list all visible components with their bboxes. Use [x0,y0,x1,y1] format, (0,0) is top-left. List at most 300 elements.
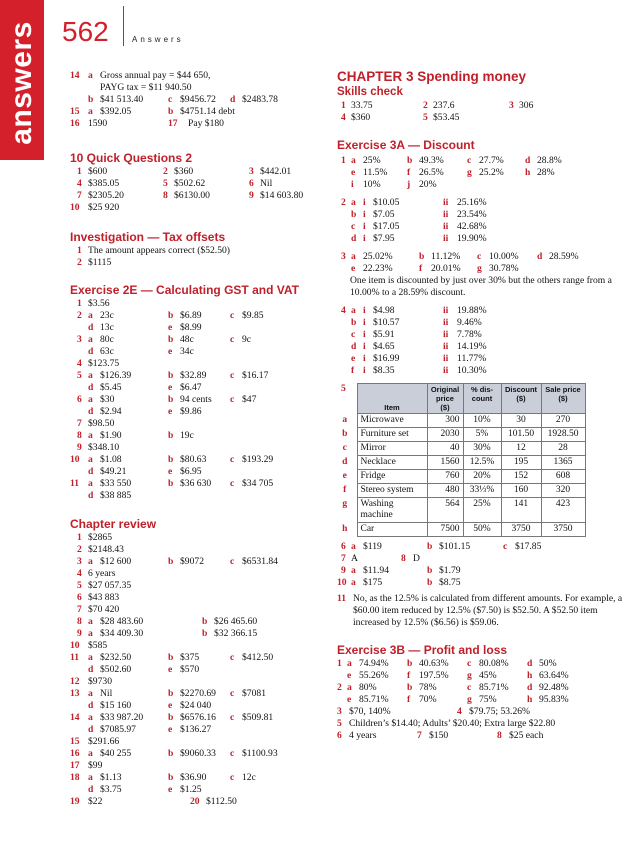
question-label: f [407,670,411,681]
question-label: c [230,712,235,723]
table-row [337,470,585,484]
answer-line [70,748,328,760]
question-label: 4 [77,568,82,579]
question-label: 7 [417,730,422,741]
question-label: c [467,682,472,693]
table-cell: 564 [427,498,463,523]
answer-value: 26.5% [419,167,444,178]
answer-value: $26 465.60 [214,616,258,627]
exercise-2e-heading: Exercise 2E — Calculating GST and VAT [70,283,299,297]
answer-value: 34c [180,346,194,357]
question-label: 16 [70,748,80,759]
question-label: f [419,263,423,274]
answer-line [337,694,632,706]
answer-line [337,112,632,124]
question-label: b [351,317,357,328]
answer-value: $11.94 [363,565,390,576]
answer-line [70,544,328,556]
question-label: h [525,167,531,178]
section-label: Answers [132,35,184,44]
answer-value: $8.35 [373,365,395,376]
question-label: ii [443,353,449,364]
question-label: b [168,772,174,783]
question-label: 7 [77,604,82,615]
answer-value: $4751.14 debt [180,106,235,117]
question-label: 4 [341,305,346,316]
table-cell: 480 [427,484,463,498]
answer-value: $6.89 [180,310,202,321]
answer-value: $193.29 [242,454,274,465]
question-label: b [168,310,174,321]
question-label: e [168,322,173,333]
question-label: 14 [70,712,80,723]
answer-line [337,577,632,589]
answer-value: $4.65 [373,341,395,352]
question-label: b [168,370,174,381]
answer-value: 85.71% [359,694,389,705]
exercise-3a-q6-q10 [337,541,632,589]
answer-line [70,592,328,604]
question-number: 1 [77,245,82,256]
q11-explanation: No, as the 12.5% is calculated from different amounts. For example, a $60.00 item reduced by 12.5% ($7.50) is $52.50. A $52.50 item increased by 12.5% ($6.56) is $59.06. [353,593,623,628]
question-number: 3 [249,166,254,177]
answer-line [70,532,328,544]
question-number: 9 [249,190,254,201]
answer-line [70,796,328,808]
question-label: a [88,652,93,663]
question-label: e [168,724,173,735]
answer-value: $14 603.80 [260,190,304,201]
question-label: 4 [77,358,82,369]
answer-line [337,317,632,329]
question-label: b [168,454,174,465]
question-label: 8 [401,553,406,564]
answer-value: $6576.16 [180,712,216,723]
answer-value: 80c [100,334,114,345]
question-label: 1 [77,532,82,543]
question-label: e [351,353,356,364]
answer-line [70,784,328,796]
answer-value: $4.98 [373,305,395,316]
question-label: d [525,155,531,166]
answer-line [337,730,632,742]
question-label: c [467,155,472,166]
answer-value: $27 057.35 [88,580,132,591]
row-label: e [342,470,347,481]
question-label: d [88,346,94,357]
q3-explanation: One item is discounted by just over 30% but the others range from a 10.00% to a 28.59% discount. [350,275,612,298]
answer-value: 9c [242,334,252,345]
question-label: c [503,541,508,552]
answer-value: 55.26% [359,670,389,681]
answer-value: $38 885 [100,490,132,501]
answer-line [337,553,632,565]
answer-value: $6.47 [180,382,202,393]
answer-value: $34 409.30 [100,628,144,639]
answer-line [337,670,632,682]
question-label: 6 [77,592,82,603]
question-label: b [202,616,208,627]
answer-value: 30.78% [489,263,519,274]
table-cell: Washing machine [357,498,427,523]
question-label: i [363,209,366,220]
question-label: b [202,628,208,639]
answer-line [70,298,328,310]
answer-value: $1.90 [100,430,122,441]
answer-value: 6 years [88,568,116,579]
table-cell: 30 [501,414,541,428]
table-cell: 160 [501,484,541,498]
answer-value: $119 [363,541,382,552]
answer-value: $70, 140% [349,706,391,717]
table-cell: 1928.50 [541,428,585,442]
question-label: d [527,682,533,693]
question-label: 15 [70,736,80,747]
table-cell: Mirror [357,442,427,456]
answer-line [70,190,328,202]
answer-value: 4 years [349,730,377,741]
answer-value: $28 483.60 [100,616,144,627]
chapter-review-answers [70,532,328,808]
question-label: c [230,748,235,759]
answer-value: 94 cents [180,394,212,405]
question-label: d [537,251,543,262]
question-label: d [88,490,94,501]
table-cell: 25% [463,498,501,523]
table-row [337,428,585,442]
answer-value: 42.68% [457,221,487,232]
question-label: ii [443,305,449,316]
question-label: 2 [423,100,428,111]
table-header-row [337,384,585,414]
question-label: a [351,541,356,552]
question-label: f [407,694,411,705]
question-label: 8 [497,730,502,741]
answer-line [337,541,632,553]
question-number: 15 [70,106,80,117]
answer-line [70,82,328,94]
table-row [337,523,585,537]
question-label: e [351,263,356,274]
answer-value: 237.6 [433,100,455,111]
answer-line [70,166,328,178]
answer-line [70,724,328,736]
part-label: a [88,106,93,117]
answer-value: $585 [88,640,108,651]
question-number: 10 [70,202,80,213]
answer-value: $15 160 [100,700,132,711]
answer-line [70,178,328,190]
answer-line [337,155,632,167]
answer-value: 23c [100,310,114,321]
answer-value: 20% [419,179,437,190]
question-label: a [351,305,356,316]
answer-value: $25 each [509,730,544,741]
question-label: a [88,688,93,699]
question-label: b [168,556,174,567]
answer-value: $9456.72 [180,94,216,105]
answer-value: $30 [100,394,115,405]
question-label: a [88,430,93,441]
answer-line [70,334,328,346]
answer-value: 25% [363,155,381,166]
question-label: i [363,197,366,208]
answer-value: $3.75 [100,784,122,795]
question-label: a [351,251,356,262]
question-label: a [88,712,93,723]
question-label: c [230,772,235,783]
answer-value: $9730 [88,676,112,687]
question-label: b [427,565,433,576]
answer-value: $8.99 [180,322,202,333]
question-label: 2 [77,310,82,321]
question-label: a [88,334,93,345]
q5-block [337,383,632,537]
answer-value: $9.85 [242,310,264,321]
question-number: 1 [77,166,82,177]
answer-line [337,365,632,377]
question-label: i [363,317,366,328]
answer-line [337,209,632,221]
question-label: 6 [337,730,342,741]
question-label: b [168,652,174,663]
answer-value: $600 [88,166,108,177]
answer-value: $502.62 [174,178,206,189]
answer-line [337,251,632,263]
question-label: g [467,670,472,681]
answer-line [70,556,328,568]
answer-line [337,305,632,317]
question-label: ii [443,329,449,340]
table-row [337,484,585,498]
question-label: a [351,577,356,588]
table-cell: 12.5% [463,456,501,470]
row-label: d [342,456,348,467]
table-cell: 10% [463,414,501,428]
answer-value: $9060.33 [180,748,216,759]
answer-value: $150 [429,730,449,741]
page-number: 562 [62,16,109,47]
answer-line [70,70,328,82]
answer-text: $1115 [88,257,112,268]
question-number: 7 [77,190,82,201]
exercise-3a-heading: Exercise 3A — Discount [337,138,475,152]
answer-value: $392.05 [100,106,132,117]
header-divider [123,6,124,46]
question-label: 13 [70,688,80,699]
question-label: b [168,394,174,405]
answer-value: $2148.43 [88,544,124,555]
question-label: 3 [509,100,514,111]
question-label: 7 [341,553,346,564]
question-label: b [407,155,413,166]
answer-line [70,568,328,580]
chapter-heading: CHAPTER 3 Spending money [337,69,527,84]
answer-value: $136.27 [180,724,212,735]
answer-value: 11.77% [457,353,487,364]
question-label: a [88,772,93,783]
part-label: b [88,94,94,105]
answer-value: 63c [100,346,114,357]
answer-value: $123.75 [88,358,120,369]
answer-line [337,263,632,275]
answer-value: 7.78% [457,329,482,340]
question-label: 9 [341,565,346,576]
answer-value: A [351,553,358,564]
question-number: 5 [163,178,168,189]
answer-value: $509.81 [242,712,274,723]
answer-value: $2483.78 [242,94,278,105]
answer-value: $10.57 [373,317,400,328]
answer-line [70,676,328,688]
answer-value: $2270.69 [180,688,216,699]
table-cell: 608 [541,470,585,484]
table-cell: 101.50 [501,428,541,442]
question-label: 8 [77,430,82,441]
question-label: h [527,670,533,681]
quick-questions-list [70,166,328,214]
question-label: b [168,748,174,759]
col-discount: Discount ($) [501,384,541,414]
row-label: a [342,414,348,425]
answers-sidebar-tab [0,0,44,160]
answer-value: $2865 [88,532,112,543]
table-cell: Necklace [357,456,427,470]
table-cell: 20% [463,470,501,484]
question-label: e [168,346,173,357]
answer-line [337,100,632,112]
question-label: e [168,664,173,675]
quick-questions-heading: 10 Quick Questions 2 [70,151,193,165]
question-label: ii [443,365,449,376]
question-label: d [88,466,94,477]
answer-line [70,382,328,394]
answer-line [70,712,328,724]
answer-line [70,664,328,676]
answer-value: 95.83% [539,694,569,705]
answer-line [70,430,328,442]
question-label: 7 [77,418,82,429]
answer-value: $36.90 [180,772,207,783]
answer-value: 10% [363,179,381,190]
table-cell: Stereo system [357,484,427,498]
question-label: ii [443,197,449,208]
question-label: a [88,616,93,627]
question-label: 4 [341,112,346,123]
part-label: d [230,94,236,105]
answer-value: 45% [479,670,497,681]
answer-line [337,706,632,718]
answer-value: 49.3% [419,155,444,166]
answer-value: $1.25 [180,784,202,795]
question-label: c [477,251,482,262]
table-cell: Car [357,523,427,537]
question-label: 12 [70,676,80,687]
question-label: 9 [77,628,82,639]
right-column [337,68,632,742]
question-number: 17 [168,118,178,129]
question-label: i [363,233,366,244]
answer-value: 28.59% [549,251,579,262]
question-label: d [88,406,94,417]
question-label: 5 [423,112,428,123]
question-label: a [88,478,93,489]
answer-value: $7081 [242,688,266,699]
question-number: 4 [77,178,82,189]
question-label: b [168,478,174,489]
discount-table [337,383,586,537]
answer-text: The amount appears correct ($52.50) [88,245,230,256]
table-row [337,414,585,428]
question-label: e [168,466,173,477]
question-label: 3 [337,706,342,717]
question-label: e [347,694,352,705]
part-label: b [168,106,174,117]
question-label: b [419,251,425,262]
answer-value: 27.7% [479,155,504,166]
table-cell: 50% [463,523,501,537]
question-label: ii [443,341,449,352]
question-label: 2 [341,197,346,208]
question-label: c [230,556,235,567]
answer-value: $7.95 [373,233,395,244]
answer-value: $412.50 [242,652,274,663]
answer-value: $98.50 [88,418,115,429]
col-sale-price: Sale price ($) [541,384,585,414]
question-label: 5 [77,370,82,381]
row-label: b [342,428,348,439]
answer-value: $360 [174,166,194,177]
answer-value: $34 705 [242,478,274,489]
answer-line [70,346,328,358]
answer-line [70,257,328,269]
question-label: a [347,682,352,693]
exercise-3a-q4 [337,305,632,377]
answer-value: $53.45 [433,112,460,123]
question-label: 11 [70,478,80,489]
question-label: 1 [77,298,82,309]
exercise-3a-q2 [337,197,632,245]
answer-line [70,370,328,382]
question-label: a [351,155,356,166]
question-label: ii [443,209,449,220]
answer-value: $22 [88,796,103,807]
table-row [337,456,585,470]
answer-value: $232.50 [100,652,132,663]
table-cell: 760 [427,470,463,484]
answer-value: 28% [537,167,555,178]
answer-line [337,221,632,233]
answer-line [337,658,632,670]
question-label: 11 [70,652,80,663]
question-label: e [351,167,356,178]
row-label: g [342,498,348,509]
answer-value: $1.13 [100,772,122,783]
answer-value: $5.45 [100,382,122,393]
answer-value: $348.10 [88,442,120,453]
table-cell: Fridge [357,470,427,484]
answer-line [337,167,632,179]
question-label: 17 [70,760,80,771]
question-number: 2 [163,166,168,177]
question-label: ii [443,317,449,328]
answer-value: $9072 [180,556,204,567]
answer-value: 10.30% [457,365,487,376]
answer-value: $41 513.40 [100,94,144,105]
answer-value: $40 255 [100,748,132,759]
answer-value: $1100.93 [242,748,278,759]
answer-line [337,341,632,353]
